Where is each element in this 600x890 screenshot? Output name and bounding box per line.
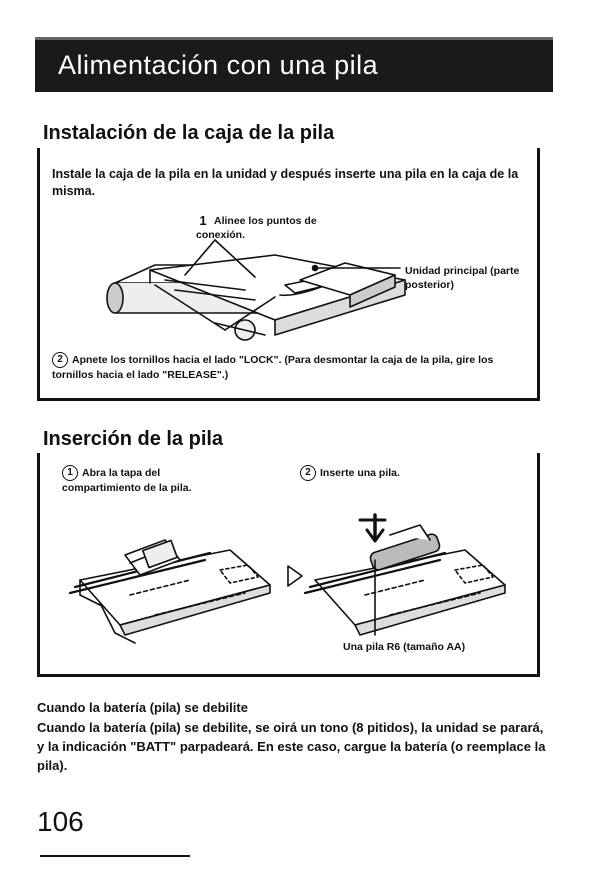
next-step-arrow-icon bbox=[285, 565, 305, 587]
insertion-step1 bbox=[62, 465, 227, 495]
installation-heading: Instalación de la caja de la pila bbox=[43, 122, 335, 144]
insertion-step2 bbox=[300, 465, 500, 481]
insertion-heading: Inserción de la pila bbox=[43, 428, 224, 450]
battery-case-installation-illustration bbox=[95, 235, 525, 350]
installation-step2 bbox=[52, 352, 532, 382]
insertion-step1-number: 1 bbox=[62, 465, 78, 481]
step2-number: 2 bbox=[52, 352, 68, 368]
insertion-step2-number: 2 bbox=[300, 465, 316, 481]
open-compartment-illustration bbox=[70, 525, 280, 650]
step1-number: 1 bbox=[199, 213, 207, 229]
low-battery-text: Cuando la batería (pila) se debilite, se oirá un tono (8 pitidos), la unidad se parará, y la indicación "BATT" parpadeará. En este caso, cargue la batería (o reemplace la pila). bbox=[37, 720, 546, 773]
insertion-step2-text: Inserte una pila. bbox=[320, 466, 400, 479]
battery-caption: Una pila R6 (tamaño AA) bbox=[343, 641, 466, 653]
installation-intro: Instale la caja de la pila en la unidad y después inserte una pila en la caja de la misma. bbox=[52, 167, 519, 198]
step2-text: Apnete los tornillos hacia el lado "LOCK". (Para desmontar la caja de la pila, gire los tornillos hacia el lado "RELEASE".) bbox=[52, 353, 494, 381]
low-battery-heading: Cuando la batería (pila) se debilite bbox=[37, 700, 248, 715]
insertion-step1-text: Abra la tapa del compartimiento de la pila. bbox=[62, 466, 192, 494]
page-number: 106 bbox=[37, 806, 84, 837]
step1-text: Alinee los puntos de conexión. bbox=[196, 215, 317, 242]
page-title: Alimentación con una pila bbox=[58, 50, 379, 80]
title-bar-stripe bbox=[35, 37, 553, 40]
main-unit-callout: Unidad principal (parte posterior) bbox=[405, 265, 520, 291]
insert-battery-illustration bbox=[305, 515, 535, 650]
bottom-rule bbox=[40, 855, 190, 857]
